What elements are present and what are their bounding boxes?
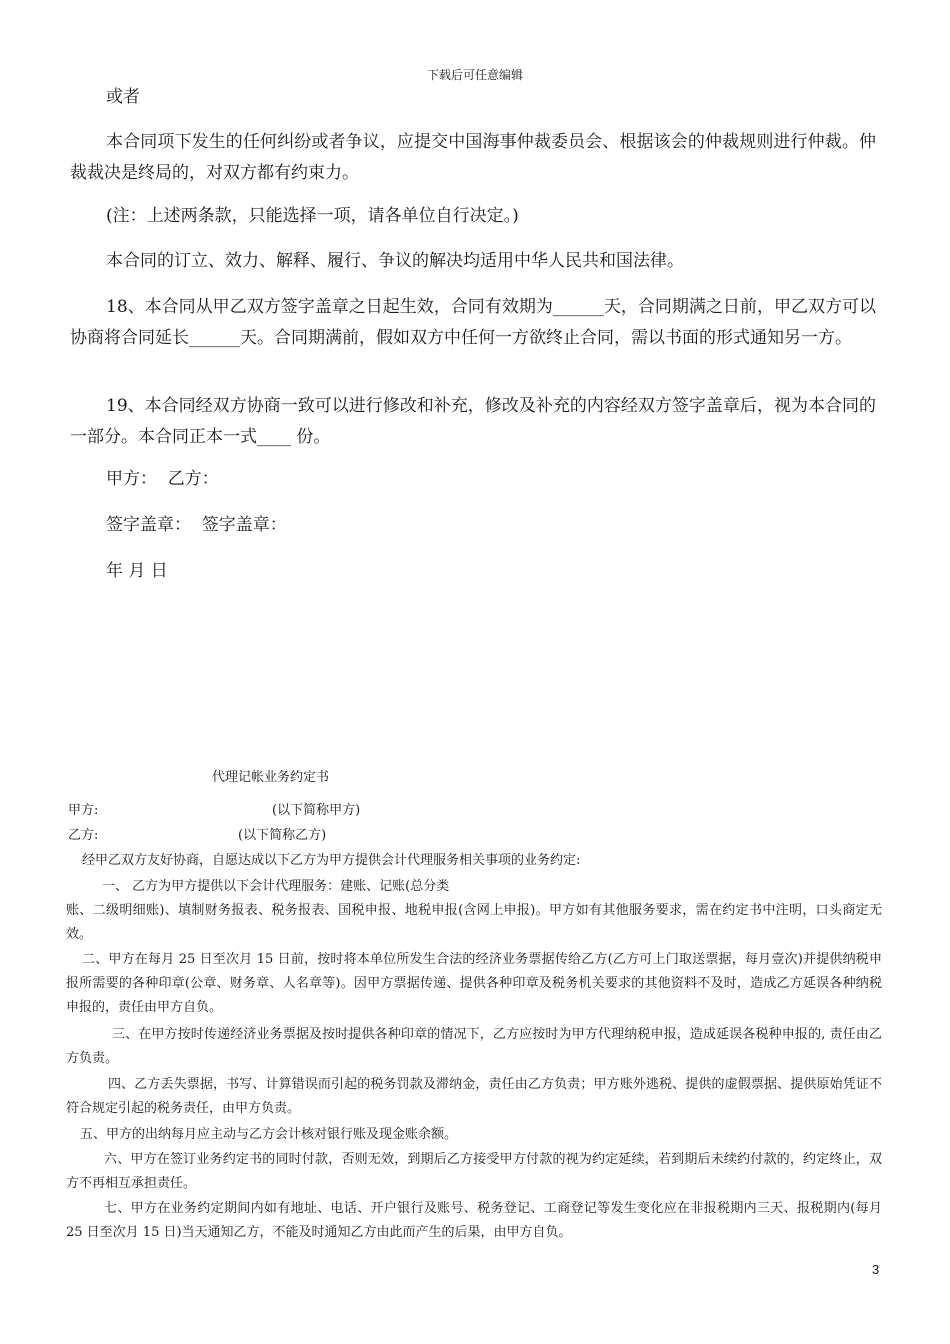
party-b-note: (以下简称乙方): [238, 828, 327, 843]
item-1-head: 一、 乙方为甲方提供以下会计代理服务：建账、记账(总分类: [102, 879, 450, 894]
party-a-label: 甲方:: [68, 803, 99, 818]
paragraph-arbitration: 本合同项下发生的任何纠纷或者争议，应提交中国海事仲裁委员会、根据该会的仲裁规则进行仲裁。仲裁裁决是终局的，对双方都有约束力。: [70, 132, 876, 183]
item-2: 二、甲方在每月 25 日至次月 15 日前，按时将本单位所发生合法的经济业务票据传给乙方(乙方可上门取送票据，每月壹次)并提供纳税申报所需要的各种印章(公章、财务章、人名章等)。因甲方票据传递、提供各种印章及税务机关要求的其他资料不及时，造成乙方延误各种纳税申报的，责任由甲方自负。: [66, 952, 882, 1015]
date-line: 年 月 日: [106, 561, 168, 581]
party-b-label: 乙方:: [68, 828, 99, 843]
paragraph-governing-law: 本合同的订立、效力、解释、履行、争议的解决均适用中华人民共和国法律。: [106, 251, 684, 271]
item-6: 六、甲方在签订业务约定书的同时付款，否则无效，到期后乙方接受甲方付款的视为约定延续，若到期后未续约付款的，约定终止，双方不再相互承担责任。: [66, 1152, 882, 1191]
item-4: 四、乙方丢失票据，书写、计算错误而引起的税务罚款及滞纳金，责任由乙方负责；甲方账外逃税、提供的虚假票据、提供原始凭证不符合规定引起的税务责任，由甲方负责。: [66, 1077, 882, 1116]
agreement-title: 代理记帐业务约定书: [212, 770, 330, 785]
page-header: 下载后可任意编辑: [426, 68, 523, 82]
paragraph-or: 或者: [106, 87, 140, 107]
item-5: 五、甲方的出纳每月应主动与乙方会计核对银行账及现金账余额。: [80, 1127, 458, 1142]
paragraph-clause-18: 18、本合同从甲乙双方签字盖章之日起生效，合同有效期为______天，合同期满之日前，甲乙双方可以协商将合同延长______天。合同期满前，假如双方中任何一方欲终止合同，需以书面的形式通知另一方。: [70, 297, 876, 348]
paragraph-clause-19: 19、本合同经双方协商一致可以进行修改和补充，修改及补充的内容经双方签字盖章后，视为本合同的一部分。本合同正本一式____ 份。: [70, 396, 876, 447]
parties-line: 甲方： 乙方：: [106, 469, 219, 489]
item-7: 七、甲方在业务约定期间内如有地址、电话、开户银行及账号、税务登记、工商登记等发生变化应在非报税期内三天、报税期内(每月 25 日至次月 15 日)当天通知乙方，不能及时通知乙方由此而产生的后果，由甲方自负。: [66, 1201, 882, 1240]
item-1-body: 账、二级明细账)、填制财务报表、税务报表、国税申报、地税申报(含网上申报)。甲方如有其他服务要求，需在约定书中注明，口头商定无效。: [66, 903, 882, 942]
party-a-note: (以下简称甲方): [272, 803, 361, 818]
page-number: 3: [872, 1262, 880, 1277]
paragraph-note: (注：上述两条款，只能选择一项，请各单位自行决定。): [106, 206, 519, 226]
signature-line: 签字盖章： 签字盖章：: [106, 515, 287, 535]
agreement-intro: 经甲乙双方友好协商，自愿达成以下乙方为甲方提供会计代理服务相关事项的业务约定:: [82, 853, 581, 868]
item-3: 三、在甲方按时传递经济业务票据及按时提供各种印章的情况下，乙方应按时为甲方代理纳税申报，造成延误各税种申报的, 责任由乙方负责。: [66, 1027, 882, 1066]
